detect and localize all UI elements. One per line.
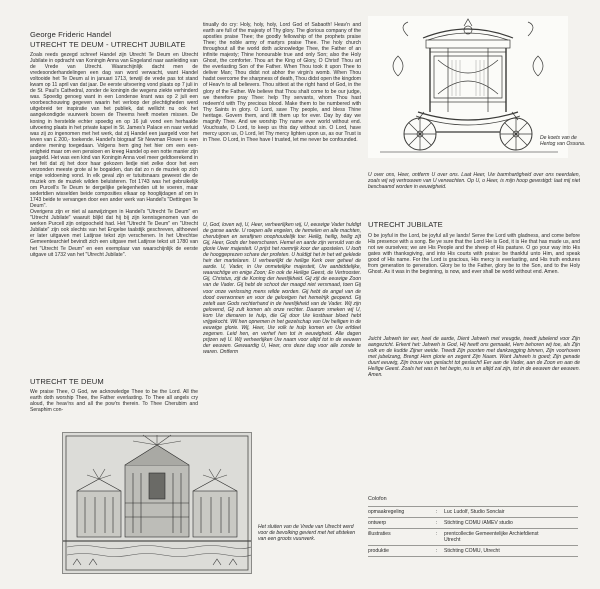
colofon-separator: :	[436, 509, 438, 515]
colofon-divider	[368, 517, 578, 518]
intro-paragraph: Zoals reeds gezegd schreef Handel zijn Utrecht Te Deum en Utrecht Jubilate in opdracht van Koningin Anna van Engeland naar aanleiding van de Vrede van Utrecht. Waarschijnlijk dacht men de vredesonderhandelingen een dag van word verwacht, want Handel voltooide het Te Deum al in januari 1713, terwijl de vrede pas tot stand kwam op 11 april van dat jaar. De eerste uitvoering vond plaats op 7 juli in de St. Paul's Cathedral, zonder de koningin die wegens ziekte verhinderd was. Spoedig genoeg want in een Londense krant was op 2 juli een voorbeschouwing gegeven waarin het verloop der plechtigheden werd uitgebreid ter inspiratie van het publiek, dat wellicht nu ook het aangekondigde vuurwerk boven de Theems heeft moeten missen. De koning in herstelde echter spoedig en op 16 juli vond een herhaalde uitvoering plaats in het private kapel in St. James's Palace en naar verluid was zij zo ingenomen met het werk, dat zij Handel een jaargeld voor het leven van £ 200,- toekende. Handel's biograaf Sir Newman Flower is een andere mening toegedaan. Volgens hem ging het hier om een een-enigheid maar om een pensioen en kreeg Handel op een notte manier zijn jaargeld. Het was een kind van Koningin Anna voel meer geldtoerekend in het feit dat zij het door haar gekozen liedje niet zelke door het een verzonden meeste grote al te bogaiden, dan dat zo n de muziek op zich enige voldoening vond. In elk geval zijn er tutuitsnaars geweest die de muziek om de muziek wilden beluisteren. Tot 1743 was het gebruikelijk om Purcell's Te Deum te dergelijke gelegenheden uit te voeren, maar sedertdien wisselden beide composities elkaar op hooglijdagen af om in 1743 beide te vervangen door een ander werk van Handel's "Dettingen Te Deum".	[30, 52, 198, 210]
te-deum-dutch-column	[203, 222, 361, 426]
jubilate-english	[368, 233, 580, 329]
colofon-label: opmaakregeling	[368, 509, 405, 515]
colofon-value: prentcollectie Gemeentelijke Archiefdienst Utrecht	[444, 531, 539, 543]
colofon-separator: :	[436, 520, 438, 526]
te-deum-english-column	[203, 22, 361, 214]
colofon-title: Colofon	[368, 496, 387, 502]
engraving-caption: Het sluiten van de Vrede van Utrecht werd voor de bevolking gevierd met het afsteken van een groots vuurwerk.	[258, 524, 356, 543]
te-deum-dutch-end	[368, 172, 580, 210]
te-deum-dutch-end-text: U over ons, Heer, ontferm U over ons. Laat Heer, Uw barmhartigheid over ons neerdalen, zoals wij wij vertrouwen van U verwachten. Op U, o Heer, is mijn hoop gevestigd: laat mij niet beschaamd worden in eeuwigheid.	[368, 172, 580, 191]
colofon-separator: :	[436, 531, 438, 537]
composer-name: George Frideric Handel	[30, 30, 112, 39]
colofon-separator: :	[436, 548, 438, 554]
colofon-divider	[368, 528, 578, 529]
work-title: UTRECHT TE DEUM - UTRECHT JUBILATE	[30, 40, 186, 49]
colofon-label: produktie	[368, 548, 389, 554]
jubilate-heading: UTRECHT JUBILATE	[368, 220, 443, 229]
colofon-value: Stichting COMU /AMEV studio	[444, 520, 513, 526]
te-deum-english-continued: tinually do cry: Holy, holy, holy, Lord God of Sabaoth! Heav'n and earth are full of the majesty of Thy glory. The glorious company of the apostles praise Thee; the goodly fellowship of the prophets praise Thee; the noble army of martyrs praise Thee. The holy church throughout all the world doth acknowledge Thee, the Father of an infinite majesty; Thine honourable true and only Son; also the Holy Ghost, the comforter. Thou art the King of Glory, O Christ! Thou art the everlasting Son of the Father. When Thou took it upon Thee to deliver Man; Thou didst not abhor the virgin's womb. When Thou hadst overcome the sharpness of death, Thou didst open the kingdom of Heav'n to all believers. Thou sittest at the right hand of God, in the glory of the Father. We believe that Thou shalt come to be our judge, we therefore pray Thee: help Thy servants, whom Thou hast redeem'd with Thy precious blood. Make them to be numbered with Thy Saints in glory. O Lord, save Thy people, and bless Thine heritage. Govern them, and lift them up for ever. Day by day we magnify Thee. And we worship Thy name ever world without end. Vouchsafe, O Lord, to keep us this day without sin. O Lord, have mercy upon us, O Lord, let Thy mercy lighten upon us, as our Trust is in Thee. O Lord, in Thee have I trusted, let me never be confounded.	[203, 22, 361, 143]
colofon-divider	[368, 556, 578, 557]
colofon-label: illustraties	[368, 531, 391, 537]
carriage-icon	[368, 16, 568, 158]
jubilate-dutch	[368, 336, 580, 424]
te-deum-text-start	[30, 389, 198, 421]
colofon-row	[368, 531, 583, 543]
fireworks-engraving-icon	[63, 433, 251, 573]
jubilate-english-text: O be joyful in the Lord, be joyful all ye lands! Serve the Lord with gladness, and come before His presence with a song. Be ye sure that the Lord He is God, it is He that has made us, and not we ourselves; we are His People and the sheep of His pasture. O go your way into His gates with thanksgiving, and into His courts with praise: be thankful unto Him, and speak good of His name. For the Lord is gracious, His mercy is everlasting, and His truth endures from generation to generation. Glory be to the Father, glory be to the Son, and to the Holy Ghost. As it was in the beginning, is now, and ever shall be world without end. Amen.	[368, 233, 580, 276]
colofon-divider	[368, 506, 578, 507]
colofon-value: Luc Ludolf, Studio Sonclair	[444, 509, 505, 515]
jubilate-dutch-text: Juicht Jahweh ter eer, heel de aarde, Dient Jahweh met vreugde, treedt jubelend voor Zijn aangezicht. Erkent het: Jahweh is God, Hij heeft ons gemaakt, Hem behoren wij toe, als Zijn volk en de kudde Zijner weide. Treedt Zijn poorten met dankzegging binnen, Zijn voorhoven met jubelzang, Brengt Hem glorie en zegent Zijn Naam. Want Jahweh is goed; Zijn genade duurt eeuwig, Zijn trouw van geslacht tot geslacht! Eer aan de Vader, aan de Zoon en aan de Heilige Geest. Zoals het was in het begin, nu is en altijd zal zijn, tot in de eeuwen der eeuwen. Amen.	[368, 336, 580, 379]
te-deum-dutch-text: U, God, loven wij, U, Heer, verheerlijken wij, U, eeuwige Vader huldigt de ganse aarde. U roepen alle engelen, de hemelen en alle machten, cherubijnen en serafijnen onophoudelijk toe: Heilig, heilig, heilig zijt Gij, Heer, Gods der heerscharen. Hemel en aarde zijn vervuld van de glorie Uwer majesteit. U prijst het roemrijk koor der apostelen. U looft de hooggeprezen schare der profeten. U huldigt het in het wit geklede heir der martelaren. U verheerlijkt de heilige Kerk over geheel de aarde. U, Vader, in Uw onmetelijke majesteit, Uw aanbiddelijke, waarachtige en enige Zoon; En ook de Heilige Geest, de Vertrooster. Gij, Christus, zijt de Koning der heerlijkheid. Gij zijt de eeuwige Zoon van de Vader. Gij hebt de schoot der maagd niet versmaad, toen Gij voor onze verlossing mens wilde worden. Gij hebt de angel van de dood overwonnen en voor de gelovigen het hemelrijk geopend. Gij zetelt aan Gods rechterhand in de heerlijkheid van de Vader. Wij zijn gelovend, Gij zult komen als onze rechter. Daarom smeken wij U, kom Uw dienaren te hulp, die Gij door Uw kostbaar bloed hebt vrijgekocht. Wil hen opnemen in het gezelschap van Uw heiligen in de eeuwige glorie. Wij, Heer, Uw volk te hulp komen en Uw erfdeel zegenen. Leid hen, en verhef hen tot in eeuwigheid. Alle dagen prijzen wij U. Wij verheerlijken Uw naam voor altijd tot in de eeuwen der eeuwen. Gewaardig U, Heer, ons deze dag voor alle zonde te waren. Ontferm	[203, 222, 361, 355]
intro-column	[30, 52, 198, 362]
colofon-divider	[368, 545, 578, 546]
te-deum-english-start: We praise Thee, O God, we acknowledge Thee to be the Lord. All the earth doth worship Thee, the Father everlasting. To Thee all angels cry aloud, the heav'ns and all the pow'rs therein. To Thee Cherubim and Seraphim con-	[30, 389, 198, 414]
fireworks-engraving	[62, 432, 252, 574]
carriage-caption: De koets van de Hertog van Ossuna.	[540, 135, 586, 148]
carriage-illustration	[368, 16, 568, 158]
te-deum-heading: UTRECHT TE DEUM	[30, 377, 104, 386]
colofon-label: ontwerp	[368, 520, 387, 526]
colofon-value: Stichting COMU, Utrecht	[444, 548, 500, 554]
second-paragraph: Overigens zijn er niet al aanwijzingen in Handel's "Utrecht Te Deum" en "Utrecht Jubilate" waaruit blijkt dat hij bij zijn kennisgenomen van de werken Purcell zijn ontgoocheld had. Het "Utrecht Te Deum" en "Utrecht Jubilate" zijn ook slechts van het Engelse taalstijk geschreven, althoewel er later uitgaven met Latijnse tekst zijn verschenen. In het Utrechtse Gemeentearchief bevindt zich een uitgave met Latijnse tekst uit 1780 van het "Utrecht Te Deum" en een exemplaar van waarschijnlijk de eerste uitgave uit 1732 van het "Utrecht Jubilate".	[30, 209, 198, 258]
